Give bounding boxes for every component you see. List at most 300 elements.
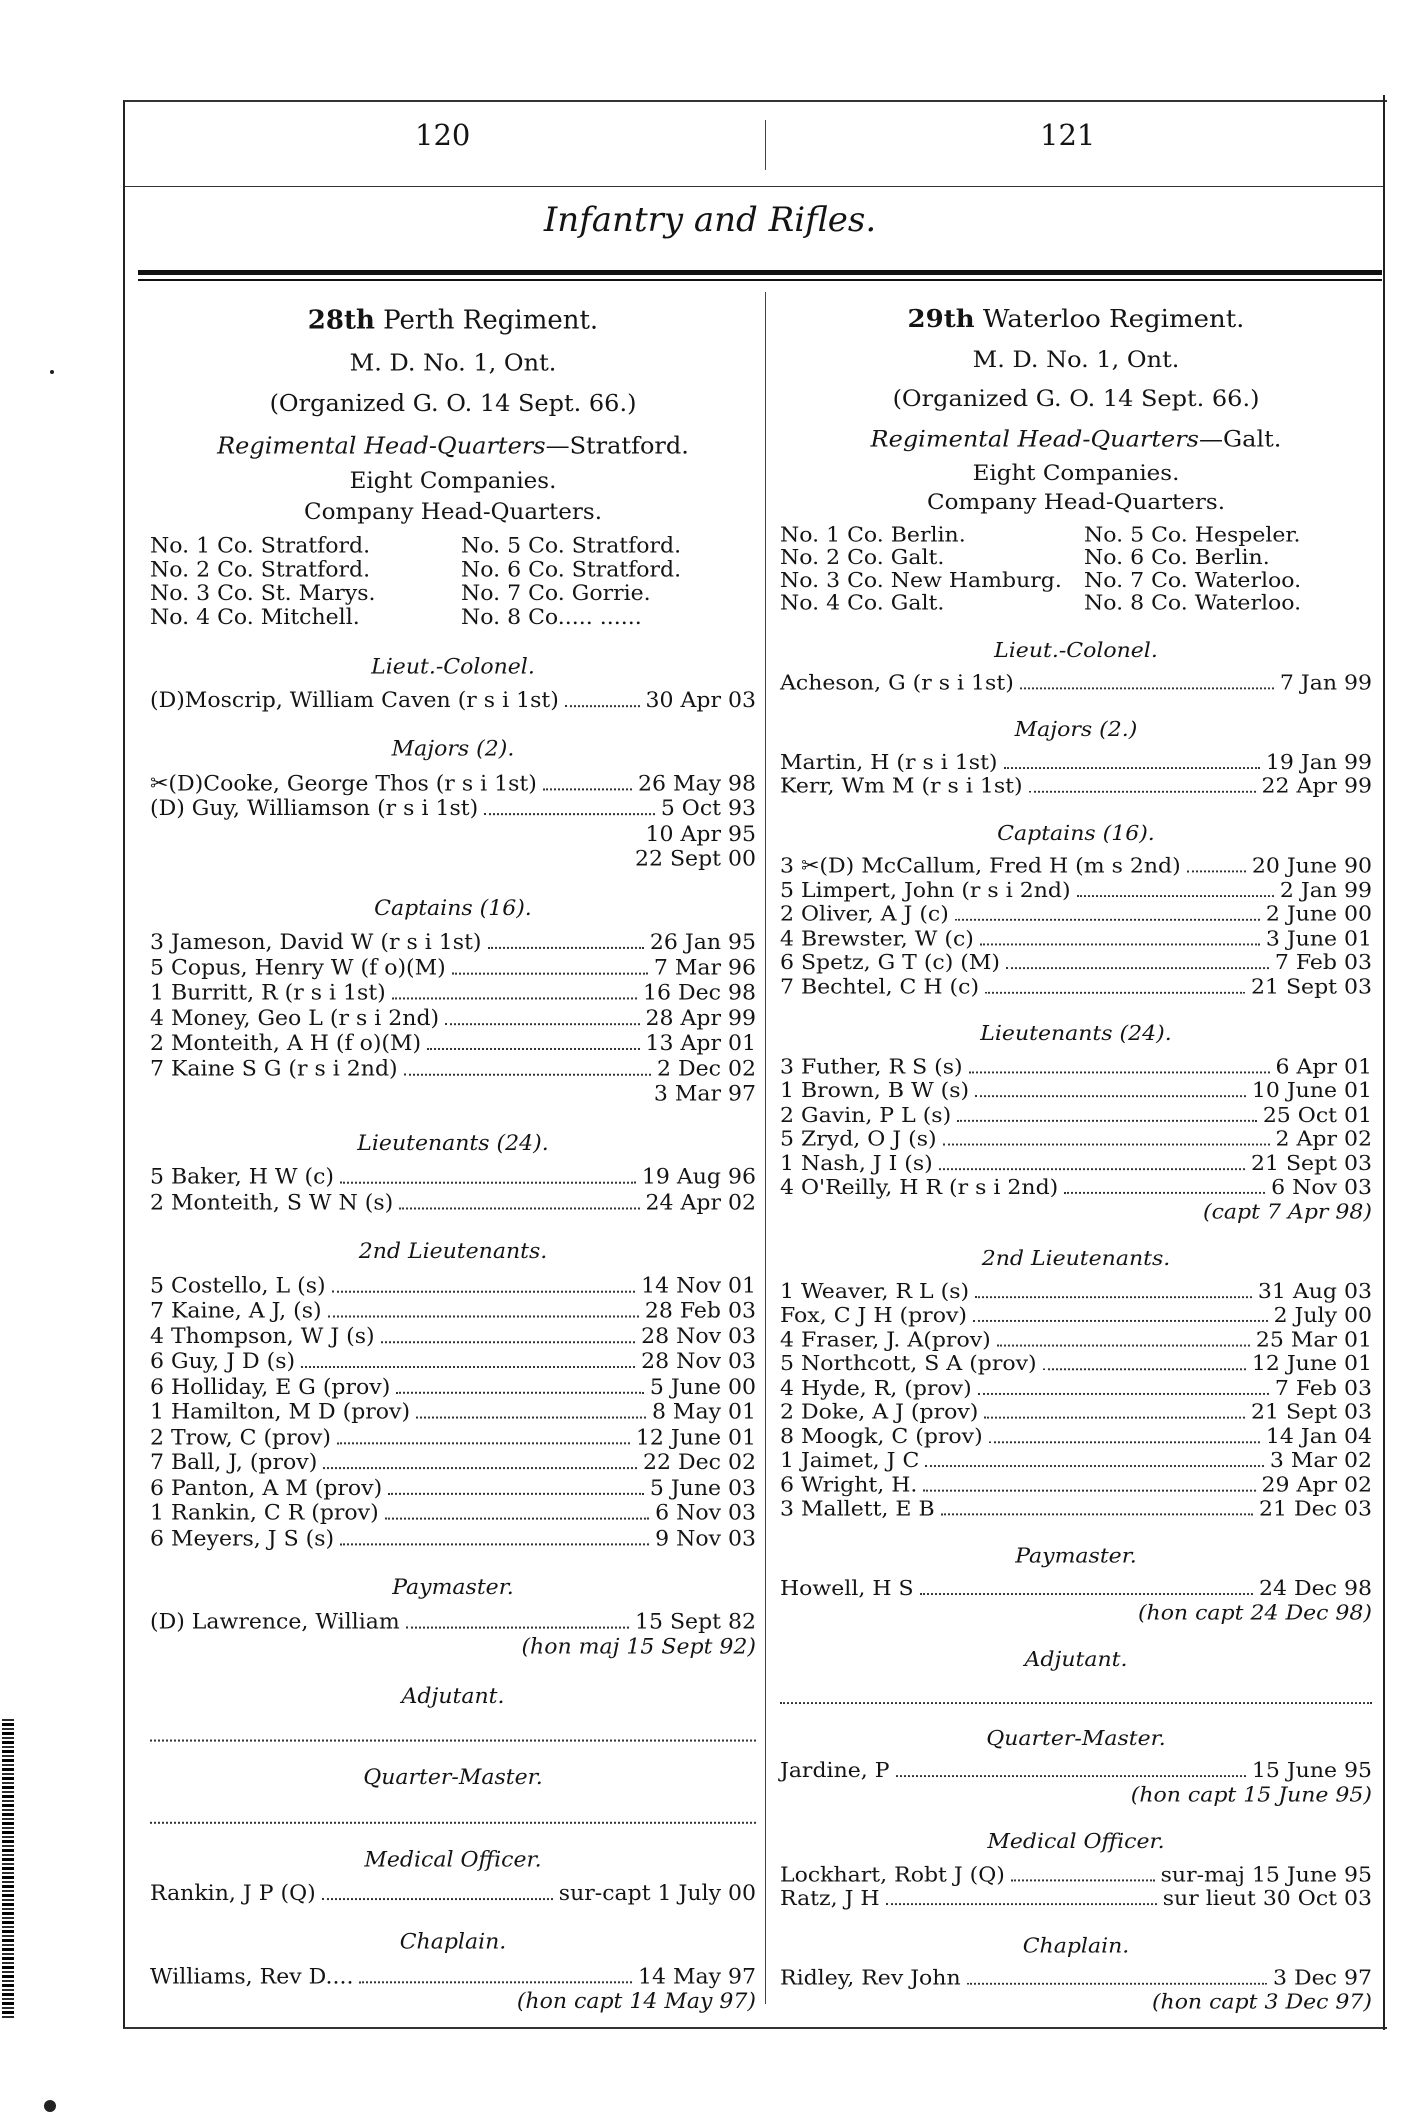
dot-leader [322,1898,553,1900]
commission-date: 22 Dec 02 [643,1450,756,1476]
heading-lieutenants: Lieutenants (24). [357,1131,549,1156]
entry-note: (hon capt 24 Dec 98) [1137,1601,1372,1626]
dot-leader [416,1417,646,1419]
heading-majors: Majors (2). [391,737,515,763]
officer-name: 1 Nash, J I (s) [780,1151,933,1176]
commission-date: 12 June 01 [1251,1352,1372,1377]
page-number-divider [765,120,766,170]
commission-date: 2 Jan 99 [1279,878,1372,903]
officer-entry [150,1881,756,1906]
heading-majors: Majors (2.) [1014,718,1138,742]
commission-date: 29 Apr 02 [1261,1473,1372,1498]
commission-date: 28 Nov 03 [641,1349,756,1375]
heading-paymaster: Paymaster. [392,1575,514,1601]
dot-leader [989,1441,1260,1443]
officer-name: Williams, Rev D.... [150,1964,354,1990]
dot-leader [941,1514,1253,1516]
officer-entry [780,879,1372,903]
dot-leader [406,1626,629,1628]
officer-name: (D)Moscrip, William Caven (r s i 1st) [150,688,559,713]
commission-date: 26 May 98 [637,771,756,797]
dot-leader [301,1366,635,1368]
hq-label: Regimental Head-Quarters [870,425,1199,453]
dot-leader [1020,687,1274,689]
officer-entry [150,1964,756,1989]
scan-speck [44,2100,56,2112]
officer-entry [780,1377,1372,1401]
commission-date: 3 Mar 02 [1269,1449,1372,1473]
dot-leader [984,1417,1245,1419]
dot-leader [385,1518,649,1520]
thick-rule [138,270,1382,275]
commission-date: 2 July 00 [1273,1304,1372,1328]
dot-leader [1029,791,1256,793]
officer-entry [150,1349,756,1374]
officer-name: 7 Ball, J, (prov) [150,1450,318,1476]
page-number-right: 121 [1040,118,1096,152]
commission-date: 9 Nov 03 [655,1526,756,1552]
entry-note: (hon capt 15 June 95) [1130,1783,1372,1807]
dot-leader [332,1290,636,1292]
regiment-title [150,306,756,337]
dot-leader [1004,767,1260,769]
hq-label: Regimental Head-Quarters [217,431,546,460]
page-frame-right [1383,95,1385,2030]
officer-name: 5 Limpert, John (r s i 2nd) [780,878,1071,903]
officer-entry [780,671,1372,695]
company-entry: No. 6 Co. Berlin. [1084,546,1270,570]
dot-leader [359,1981,631,1983]
commission-date: 7 Feb 03 [1274,1376,1372,1401]
dot-leader [565,705,640,707]
company-hq-heading: Company Head-Quarters. [926,490,1226,516]
commission-date: 14 Jan 04 [1265,1425,1372,1449]
commission-date: 22 Apr 99 [1261,774,1372,799]
dot-leader [1064,1192,1265,1194]
officer-name: 3 Futher, R S (s) [780,1055,963,1079]
officer-entry [150,1451,756,1476]
commission-date: 12 June 01 [635,1425,756,1451]
thin-rule [138,279,1382,281]
officer-name: 7 Bechtel, C H (c) [780,975,980,1000]
military-district: M. D. No. 1, Ont. [349,348,557,377]
dot-leader [955,919,1260,921]
heading-quarter-master: Quarter-Master. [363,1765,543,1791]
officer-entry [150,1006,756,1031]
officer-entry [780,1104,1372,1128]
company-entry: No. 3 Co. St. Marys. [150,581,376,607]
officer-name: 1 Hamilton, M D (prov) [150,1399,411,1425]
commission-date: sur-maj 15 June 95 [1160,1862,1372,1887]
officer-entry [150,797,756,822]
officer-name: 1 Brown, B W (s) [780,1079,970,1104]
heading-lieut-colonel: Lieut.-Colonel. [371,654,535,679]
dot-leader [427,1048,639,1050]
dot-leader [392,998,637,1000]
officer-entry [150,1526,756,1551]
dot-leader [1187,871,1246,873]
blank-dotted-line [780,1681,1372,1704]
heading-chaplain: Chaplain. [1022,1934,1130,1958]
commission-date: 25 Oct 01 [1262,1103,1372,1128]
commission-date: 20 June 90 [1251,854,1372,879]
officer-name: 4 Brewster, W (c) [780,927,974,951]
officer-entry [780,855,1372,879]
heading-quarter-master: Quarter-Master. [986,1726,1166,1751]
officer-name: Lockhart, Robt J (Q) [780,1862,1005,1887]
commission-date: 2 June 00 [1265,902,1372,927]
commission-date: 14 Nov 01 [641,1273,756,1299]
officer-name: 3 Jameson, David W (r s i 1st) [150,930,482,956]
officer-name: ✂(D)Cooke, George Thos (r s i 1st) [150,771,537,797]
officer-entry [150,688,756,713]
officer-name: 1 Jaimet, J C [780,1449,920,1473]
officer-name: Kerr, Wm M (r s i 1st) [780,774,1023,799]
heading-medical-officer: Medical Officer. [364,1847,542,1872]
officer-entry [780,951,1372,975]
regiment-column-right [780,292,1372,2015]
heading-adjutant: Adjutant. [1024,1648,1128,1673]
entry-note: 22 Sept 00 [635,847,756,872]
officer-entry [780,751,1372,775]
officer-name: 6 Meyers, J S (s) [150,1526,335,1552]
commission-date: 25 Mar 01 [1255,1328,1372,1352]
officer-name: Martin, H (r s i 1st) [780,750,998,775]
company-entry: No. 7 Co. Gorrie. [461,581,651,607]
officer-entry [780,775,1372,799]
officer-entry [780,1967,1372,1991]
dot-leader [404,1074,651,1076]
organized-order: (Organized G. O. 14 Sept. 66.) [892,384,1260,412]
regiment-number: 28th [307,305,375,336]
dot-leader [896,1775,1246,1777]
heading-captains: Captains (16). [997,821,1155,846]
officer-name: 6 Spetz, G T (c) (M) [780,951,1000,976]
dot-leader [997,1344,1250,1346]
commission-date: 5 June 03 [649,1475,756,1501]
officer-entry [150,930,756,955]
dot-leader [980,943,1260,945]
commission-date: sur lieut 30 Oct 03 [1162,1887,1372,1911]
page-number-left: 120 [415,118,471,152]
company-entry: No. 8 Co..... ...... [461,605,642,631]
officer-entry [780,1887,1372,1911]
dot-leader [957,1120,1257,1122]
officer-name: 8 Moogk, C (prov) [780,1425,983,1449]
military-district: M. D. No. 1, Ont. [972,346,1180,373]
officer-entry [150,1425,756,1450]
commission-date: 7 Feb 03 [1274,951,1372,976]
dot-leader [975,1296,1252,1298]
officer-name: Fox, C J H (prov) [780,1304,967,1328]
heading-chaplain: Chaplain. [399,1930,507,1956]
officer-entry [780,903,1372,927]
officer-name: 2 Monteith, S W N (s) [150,1190,394,1216]
dot-leader [328,1316,639,1318]
commission-date: 6 Apr 01 [1275,1055,1372,1079]
section-title: Infantry and Rifles. [543,200,877,240]
officer-entry [780,1577,1372,1601]
company-entry: No. 5 Co. Stratford. [461,533,682,559]
officer-name: 5 Zryd, O J (s) [780,1127,937,1152]
officer-name: 1 Burritt, R (r s i 1st) [150,980,386,1006]
officer-name: 7 Kaine, A J, (s) [150,1298,322,1324]
commission-date: 3 Dec 97 [1273,1966,1372,1991]
officer-name: 2 Gavin, P L (s) [780,1103,952,1128]
entry-note: 3 Mar 97 [653,1082,756,1107]
officer-entry [150,956,756,981]
officer-name: 4 Hyde, R, (prov) [780,1376,972,1401]
officer-name: 6 Holliday, E G (prov) [150,1374,391,1400]
commission-date: 15 June 95 [1251,1759,1372,1783]
officer-name: 4 Thompson, W J (s) [150,1324,375,1349]
officer-name: Ridley, Rev John [780,1966,961,1991]
dot-leader [943,1144,1270,1146]
officer-entry [780,1473,1372,1497]
companies-count: Eight Companies. [349,467,557,494]
commission-date: 7 Mar 96 [653,955,756,981]
officer-name: Jardine, P [780,1759,890,1783]
officer-name: 2 Doke, A J (prov) [780,1400,979,1425]
officer-entry [780,1176,1372,1200]
regiment-title [780,305,1372,335]
officer-name: 6 Panton, A M (prov) [150,1475,383,1501]
officer-name: Ratz, J H [780,1887,880,1911]
regiment-column-left [150,292,756,2015]
regiment-name: Waterloo Regiment. [974,305,1245,334]
officer-entry [780,927,1372,951]
regiment-number: 29th [907,305,975,334]
officer-name: 4 Fraser, J. A(prov) [780,1328,991,1352]
commission-date: 2 Apr 02 [1275,1127,1372,1152]
regimental-headquarters [780,426,1372,453]
officer-name: 4 Money, Geo L (r s i 2nd) [150,1006,440,1031]
dot-leader [969,1071,1270,1073]
officer-name: 2 Monteith, A H (f o)(M) [150,1031,422,1057]
company-entry: No. 1 Co. Berlin. [780,523,966,547]
officer-entry [150,1299,756,1324]
heading-lieut-colonel: Lieut.-Colonel. [994,638,1158,663]
officer-entry [150,1375,756,1400]
regiment-name: Perth Regiment. [374,305,599,336]
commission-date: 28 Apr 99 [645,1006,756,1031]
blank-dotted-line [150,1718,756,1742]
company-entry: No. 6 Co. Stratford. [461,557,682,583]
officer-name: 5 Baker, H W (c) [150,1165,334,1190]
officer-name: 4 O'Reilly, H R (r s i 2nd) [780,1176,1059,1200]
dot-leader [985,992,1245,994]
officer-name: 5 Costello, L (s) [150,1273,326,1299]
officer-entry [780,1425,1372,1449]
commission-date: 14 May 97 [637,1964,756,1990]
commission-date: 24 Apr 02 [645,1190,756,1216]
company-entry: No. 8 Co. Waterloo. [1084,591,1302,616]
officer-entry [780,1863,1372,1887]
scan-speck [50,370,54,374]
dot-leader [452,972,648,974]
officer-entry [150,1610,756,1635]
dot-leader [886,1903,1157,1905]
dot-leader [340,1543,649,1545]
commission-date: 10 June 01 [1251,1079,1372,1104]
officer-name: 1 Weaver, R L (s) [780,1279,970,1304]
heading-medical-officer: Medical Officer. [987,1830,1165,1854]
officer-name: 6 Wright, H. [780,1473,918,1498]
dot-leader [396,1392,644,1394]
dot-leader [323,1467,637,1469]
commission-date: 6 Nov 03 [655,1501,756,1526]
dot-leader [1043,1369,1246,1371]
scan-binding-edge [2,1718,14,2018]
dot-leader [381,1341,636,1343]
commission-date: sur-capt 1 July 00 [558,1881,756,1906]
company-entry: No. 1 Co. Stratford. [150,533,371,559]
dot-leader [939,1168,1245,1170]
officer-entry [780,1352,1372,1376]
hq-value: —Stratford. [545,431,689,460]
commission-date: 19 Aug 96 [641,1165,756,1190]
dot-leader [925,1465,1264,1467]
heading-2nd-lieutenants: 2nd Lieutenants. [981,1247,1171,1271]
column-divider [765,292,766,2004]
company-list [150,535,756,631]
dot-leader [399,1207,639,1209]
commission-date: 13 Apr 01 [645,1031,756,1057]
officer-name: 5 Northcott, S A (prov) [780,1352,1037,1377]
heading-captains: Captains (16). [374,896,532,922]
entry-note: 10 Apr 95 [645,821,756,847]
dot-leader [1011,1879,1155,1881]
officer-name: 2 Oliver, A J (c) [780,902,949,927]
commission-date: 21 Sept 03 [1251,1400,1372,1425]
commission-date: 24 Dec 98 [1259,1577,1372,1601]
officer-entry [780,976,1372,1000]
officer-entry [780,1152,1372,1176]
entry-note: (hon capt 3 Dec 97) [1151,1990,1372,2015]
dot-leader [1077,895,1274,897]
officer-entry [780,1328,1372,1352]
company-hq-heading: Company Head-Quarters. [303,499,603,526]
commission-date: 28 Feb 03 [644,1298,756,1324]
company-entry: No. 7 Co. Waterloo. [1084,569,1302,593]
dot-leader [923,1490,1255,1492]
dot-leader [543,788,632,790]
commission-date: 16 Dec 98 [643,980,756,1006]
company-entry: No. 4 Co. Mitchell. [150,605,360,631]
officer-name: 6 Guy, J D (s) [150,1349,296,1375]
officer-entry [780,1055,1372,1079]
officer-entry [150,1165,756,1190]
officer-name: 3 Mallett, E B [780,1497,935,1522]
officer-entry [150,771,756,796]
commission-date: 3 June 01 [1265,927,1372,951]
officer-entry [150,1501,756,1526]
officer-entry [150,1031,756,1056]
commission-date: 19 Jan 99 [1265,750,1372,775]
commission-date: 15 Sept 82 [635,1609,756,1635]
officer-name: 5 Copus, Henry W (f o)(M) [150,955,446,981]
commission-date: 21 Sept 03 [1251,975,1372,1000]
commission-date: 31 Aug 03 [1257,1279,1372,1304]
officer-entry [150,1400,756,1425]
dot-leader [488,947,644,949]
dot-leader [484,813,655,815]
officer-entry [150,981,756,1006]
entry-note: (capt 7 Apr 98) [1203,1200,1372,1225]
officer-name: 3 ✂(D) McCallum, Fred H (m s 2nd) [780,854,1181,879]
dot-leader [337,1442,630,1444]
officer-name: (D) Guy, Williamson (r s i 1st) [150,796,479,822]
heading-paymaster: Paymaster. [1015,1544,1137,1569]
officer-name: 1 Rankin, C R (prov) [150,1501,379,1526]
officer-name: Rankin, J P (Q) [150,1881,316,1906]
officer-entry [780,1449,1372,1473]
entry-note: (hon capt 14 May 97) [516,1989,756,2015]
companies-count: Eight Companies. [972,460,1180,486]
commission-date: 21 Dec 03 [1259,1497,1372,1522]
officer-entry [150,1274,756,1299]
dot-leader [388,1493,644,1495]
header-rule [125,186,1383,187]
officer-entry [780,1128,1372,1152]
company-list [780,524,1372,616]
regimental-headquarters [150,431,756,460]
officer-entry [780,1401,1372,1425]
officer-entry [780,1498,1372,1522]
commission-date: 30 Apr 03 [645,688,756,713]
officer-name: 7 Kaine S G (r s i 2nd) [150,1056,398,1082]
commission-date: 5 Oct 93 [660,796,756,822]
dot-leader [975,1095,1246,1097]
commission-date: 5 June 00 [649,1374,756,1400]
officer-entry [150,1476,756,1501]
dot-leader [340,1182,636,1184]
company-entry: No. 2 Co. Stratford. [150,557,371,583]
officer-entry [780,1759,1372,1783]
company-entry: No. 5 Co. Hespeler. [1084,523,1301,547]
officer-entry [150,1057,756,1082]
commission-date: 28 Nov 03 [641,1324,756,1349]
dot-leader [445,1023,639,1025]
commission-date: 2 Dec 02 [657,1056,756,1082]
officer-entry [150,1190,756,1215]
blank-dotted-line [150,1800,756,1824]
hq-value: —Galt. [1199,425,1282,453]
commission-date: 7 Jan 99 [1279,671,1372,695]
officer-entry [780,1280,1372,1304]
dot-leader [920,1593,1253,1595]
dot-leader [967,1983,1267,1985]
officer-entry [780,1079,1372,1103]
officer-name: (D) Lawrence, William [150,1609,400,1635]
commission-date: 6 Nov 03 [1271,1176,1372,1200]
officer-name: 2 Trow, C (prov) [150,1425,331,1451]
heading-2nd-lieutenants: 2nd Lieutenants. [358,1239,548,1265]
entry-note: (hon maj 15 Sept 92) [521,1634,756,1660]
commission-date: 21 Sept 03 [1251,1151,1372,1176]
company-entry: No. 3 Co. New Hamburg. [780,569,1062,593]
commission-date: 26 Jan 95 [649,930,756,956]
dot-leader [973,1320,1268,1322]
commission-date: 8 May 01 [651,1399,756,1425]
dot-leader [1006,967,1269,969]
officer-entry [150,1324,756,1349]
heading-lieutenants: Lieutenants (24). [980,1022,1172,1047]
company-entry: No. 4 Co. Galt. [780,591,945,616]
organized-order: (Organized G. O. 14 Sept. 66.) [269,389,637,417]
officer-entry [780,1304,1372,1328]
company-entry: No. 2 Co. Galt. [780,546,945,570]
